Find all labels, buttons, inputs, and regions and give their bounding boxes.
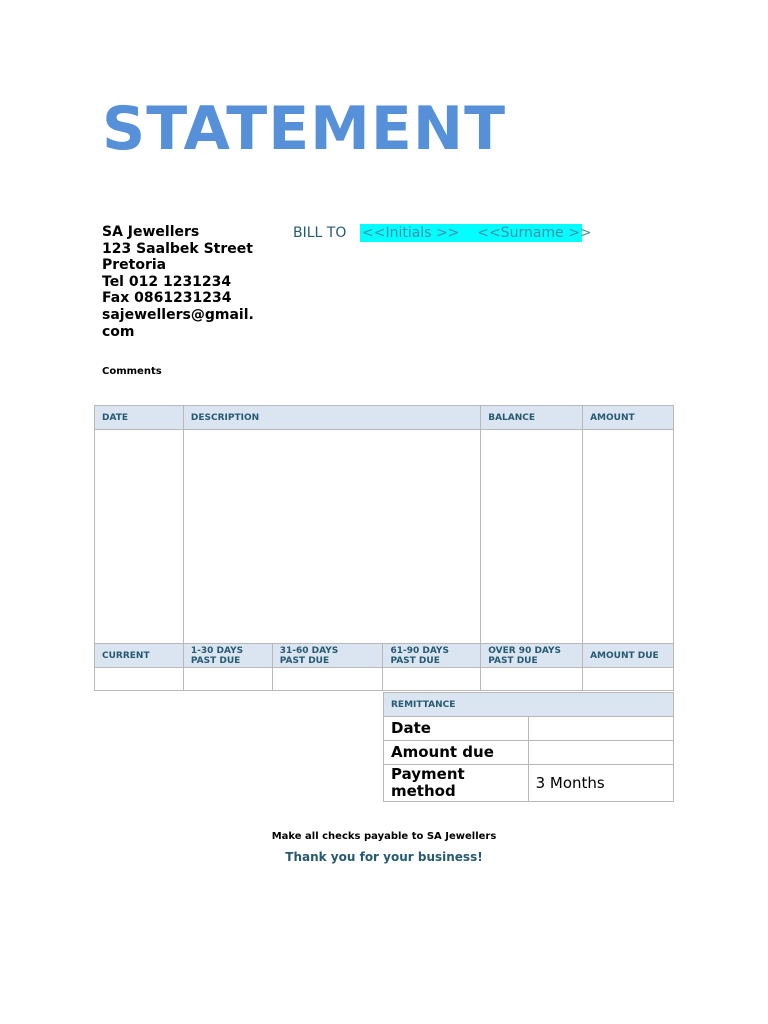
remittance-amount-due-label: Amount due [384, 741, 529, 765]
remittance-table [383, 692, 674, 802]
statement-items-table [94, 405, 674, 691]
remittance-date-label: Date [384, 717, 529, 741]
bill-to-block [293, 224, 592, 242]
company-address-block [102, 224, 272, 340]
balance-cell[interactable] [481, 430, 583, 644]
aging-value-61-90[interactable] [383, 668, 481, 691]
aging-value-over-90[interactable] [481, 668, 583, 691]
checks-payable-note: Make all checks payable to SA Jewellers [271, 831, 497, 842]
company-city: Pretoria [102, 257, 167, 274]
company-fax: Fax 0861231234 [102, 290, 232, 307]
company-tel: Tel 012 1231234 [102, 273, 232, 290]
remittance-payment-method-label: Payment method [384, 765, 529, 802]
company-email-line1: sajewellers@gmail. [102, 306, 254, 323]
remittance-date-value[interactable] [528, 717, 673, 741]
aging-header-row [95, 644, 674, 668]
comments-label: Comments [102, 366, 162, 377]
remittance-title: REMITTANCE [384, 693, 674, 717]
remittance-row-amount-due [384, 741, 674, 765]
aging-header-amount-due: AMOUNT DUE [583, 644, 674, 668]
aging-value-amount-due[interactable] [583, 668, 674, 691]
remittance-amount-due-value[interactable] [528, 741, 673, 765]
aging-header-current: CURRENT [95, 644, 184, 668]
amount-cell[interactable] [583, 430, 674, 644]
items-header-row [95, 406, 674, 430]
aging-values-row [95, 668, 674, 691]
company-street: 123 Saalbek Street [102, 240, 253, 257]
remittance-row-payment-method [384, 765, 674, 802]
aging-header-over-90: OVER 90 DAYS PAST DUE [481, 644, 583, 668]
aging-header-1-30: 1-30 DAYS PAST DUE [183, 644, 272, 668]
bill-to-name-field[interactable] [360, 224, 592, 242]
remittance-row-date [384, 717, 674, 741]
col-header-description: DESCRIPTION [183, 406, 480, 430]
page-title: STATEMENT [102, 94, 507, 164]
col-header-date: DATE [95, 406, 184, 430]
aging-header-61-90: 61-90 DAYS PAST DUE [383, 644, 481, 668]
col-header-balance: BALANCE [481, 406, 583, 430]
surname-placeholder: <<Surname >> [477, 225, 592, 241]
description-cell[interactable] [183, 430, 480, 644]
bill-to-label: BILL TO [293, 225, 347, 241]
col-header-amount: AMOUNT [583, 406, 674, 430]
remittance-header-row [384, 693, 674, 717]
remittance-payment-method-value[interactable]: 3 Months [528, 765, 673, 802]
aging-header-31-60: 31-60 DAYS PAST DUE [272, 644, 383, 668]
thank-you-message: Thank you for your business! [285, 850, 483, 864]
date-cell[interactable] [95, 430, 184, 644]
aging-value-31-60[interactable] [272, 668, 383, 691]
initials-placeholder: <<Initials >> [362, 225, 460, 241]
items-body-row [95, 430, 674, 644]
aging-value-1-30[interactable] [183, 668, 272, 691]
company-name: SA Jewellers [102, 224, 200, 240]
aging-value-current[interactable] [95, 668, 184, 691]
company-email-line2: com [102, 323, 135, 340]
